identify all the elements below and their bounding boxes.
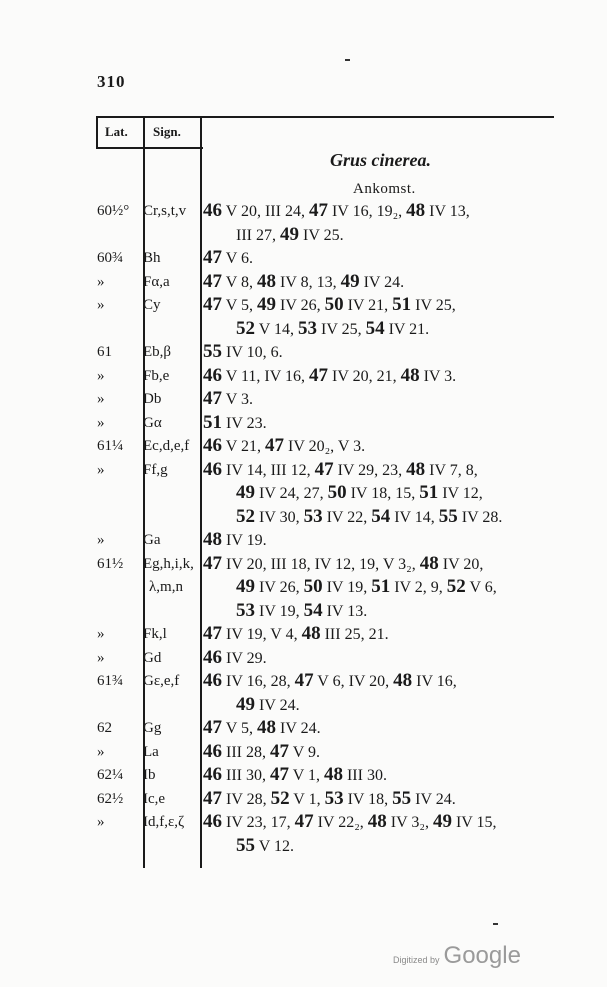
year-number: 47 xyxy=(203,247,222,268)
year-number: 46 xyxy=(203,811,222,832)
column-rule-sign xyxy=(200,116,202,868)
observation-line xyxy=(236,481,483,506)
observation-line xyxy=(203,716,321,741)
lat-cell: » xyxy=(97,532,105,548)
year-number: 47 xyxy=(203,717,222,738)
date-list: IV 8, 13, xyxy=(275,273,341,291)
lat-cell: » xyxy=(97,297,105,313)
date-list: IV 15, xyxy=(451,814,497,831)
date-list: III 27, xyxy=(236,226,280,244)
date-list: IV 23, 17, xyxy=(222,814,295,831)
observation-line xyxy=(203,364,456,389)
year-number: 46 xyxy=(203,458,222,480)
sign-cell: Fb,e xyxy=(143,367,170,384)
date-list: V 20, III 24, xyxy=(222,203,309,220)
year-number: 47 xyxy=(203,787,222,809)
sign-cell: Eb,β xyxy=(143,344,172,360)
lat-cell: » xyxy=(97,743,105,760)
year-number: 46 xyxy=(203,646,222,668)
date-list: IV 21. xyxy=(384,320,430,338)
lat-cell: » xyxy=(97,649,105,666)
year-number: 47 xyxy=(294,670,314,691)
sign-cell: Gd xyxy=(143,649,162,666)
sign-cell: Ec,d,e,f xyxy=(143,438,190,454)
column-header-sign: Sign. xyxy=(153,124,181,139)
year-number: 47 xyxy=(308,200,328,221)
year-number: 50 xyxy=(327,482,347,503)
date-list: III 25, 21. xyxy=(320,626,389,643)
digitized-watermark xyxy=(393,942,521,970)
year-number: 52 xyxy=(236,317,255,339)
year-number: 47 xyxy=(314,458,334,480)
observation-line xyxy=(236,505,502,530)
date-list: IV 20₂, V 3. xyxy=(283,438,366,455)
sign-cell: Bh xyxy=(143,250,161,266)
date-list: IV 30, xyxy=(255,508,304,526)
lat-cell: » xyxy=(97,461,105,478)
date-list: IV 16, 19₂, xyxy=(327,203,407,220)
year-number: 47 xyxy=(294,811,314,832)
date-list: IV 29, 23, xyxy=(333,461,407,479)
date-list: IV 19. xyxy=(222,532,267,549)
sign-cell: Eg,h,i,k, xyxy=(143,555,194,572)
observation-line xyxy=(203,434,365,459)
date-list: IV 2, 9, xyxy=(390,579,447,596)
date-list: IV 7, 8, xyxy=(425,461,478,479)
year-number: 49 xyxy=(340,270,360,292)
observation-line xyxy=(203,293,456,318)
sign-cell: Cr,s,t,v xyxy=(143,203,187,219)
sign-cell: Cy xyxy=(143,297,161,313)
date-list: III 30. xyxy=(342,767,387,784)
date-list: IV 25, xyxy=(411,297,456,314)
year-number: 49 xyxy=(236,693,255,715)
year-number: 52 xyxy=(270,787,290,809)
lat-cell: 61½ xyxy=(97,555,124,572)
date-list: V 8, xyxy=(222,273,257,291)
year-number: 47 xyxy=(264,435,284,456)
date-list: IV 24. xyxy=(275,720,321,737)
year-number: 53 xyxy=(236,599,255,621)
year-number: 54 xyxy=(303,599,323,621)
date-list: IV 13. xyxy=(322,602,368,620)
year-number: 46 xyxy=(203,435,222,456)
year-number: 52 xyxy=(236,505,255,527)
observation-line xyxy=(203,528,267,553)
lat-cell: » xyxy=(97,367,105,384)
date-list: IV 25. xyxy=(298,226,344,244)
date-list: V 5, xyxy=(222,297,257,314)
year-number: 50 xyxy=(303,576,323,597)
year-number: 48 xyxy=(400,364,420,386)
year-number: 46 xyxy=(203,364,222,386)
date-list: V 5, xyxy=(222,720,257,737)
lat-cell: » xyxy=(97,626,105,642)
year-number: 49 xyxy=(256,294,276,315)
observation-line xyxy=(203,669,457,694)
year-number: 48 xyxy=(406,458,426,480)
year-number: 46 xyxy=(203,764,222,785)
year-number: 48 xyxy=(203,529,222,550)
sign-cell: Id,f,ε,ζ xyxy=(143,814,185,830)
date-list: IV 29. xyxy=(222,649,267,667)
year-number: 51 xyxy=(371,576,391,597)
observation-line xyxy=(203,622,389,647)
year-number: 47 xyxy=(203,623,222,644)
date-list: IV 24, 27, xyxy=(255,485,328,502)
year-number: 49 xyxy=(279,223,299,245)
lat-cell: 60¾ xyxy=(97,250,124,266)
year-number: 52 xyxy=(446,576,466,597)
observation-line xyxy=(203,270,404,295)
date-list: IV 25, xyxy=(316,320,366,338)
year-number: 47 xyxy=(203,388,222,409)
date-list: IV 20, xyxy=(438,555,484,573)
year-number: 47 xyxy=(203,552,222,574)
observation-line xyxy=(203,246,253,271)
date-list: IV 13, xyxy=(425,203,470,220)
year-number: 47 xyxy=(203,270,222,292)
date-list: IV 23. xyxy=(222,414,267,432)
lat-cell: » xyxy=(97,814,105,830)
sign-cell: La xyxy=(143,743,159,760)
print-speck xyxy=(493,923,498,925)
date-list: III 30, xyxy=(222,767,270,784)
date-list: V 6. xyxy=(222,250,253,267)
date-list: IV 19, V 4, xyxy=(222,626,302,643)
date-list: IV 26, xyxy=(255,579,304,596)
year-number: 48 xyxy=(256,270,276,292)
year-number: 53 xyxy=(324,787,344,809)
year-number: 46 xyxy=(203,200,222,221)
date-list: V 3. xyxy=(222,391,253,408)
year-number: 49 xyxy=(236,576,255,597)
date-list: IV 24. xyxy=(411,790,456,808)
date-list: IV 28. xyxy=(457,508,503,526)
observation-line xyxy=(236,317,429,342)
date-list: IV 16, xyxy=(412,673,457,690)
date-list: IV 24. xyxy=(255,696,300,714)
date-list: IV 26, xyxy=(275,297,325,314)
observation-line xyxy=(203,740,320,765)
sign-cell: Ic,e xyxy=(143,790,166,807)
lat-cell: » xyxy=(97,414,105,431)
date-list: IV 14, III 12, xyxy=(222,461,315,479)
year-number: 47 xyxy=(269,740,289,762)
observation-line xyxy=(236,834,294,859)
observation-line xyxy=(203,199,470,224)
sign-cell: Ff,g xyxy=(143,461,168,478)
year-number: 49 xyxy=(236,482,255,503)
observation-line xyxy=(203,646,267,671)
header-bottom-rule xyxy=(96,147,203,149)
year-number: 55 xyxy=(236,834,255,856)
observation-line xyxy=(236,693,300,718)
year-number: 55 xyxy=(438,505,458,527)
year-number: 47 xyxy=(269,764,289,785)
date-list: V 6, IV 20, xyxy=(313,673,394,690)
year-number: 48 xyxy=(419,552,439,574)
year-number: 54 xyxy=(365,317,385,339)
observation-line xyxy=(203,763,387,788)
date-list: IV 18, 15, xyxy=(346,485,420,502)
sign-cell: Ga xyxy=(143,532,161,548)
lat-cell: 62¼ xyxy=(97,767,124,783)
year-number: 51 xyxy=(203,411,222,433)
sign-cell: Gg xyxy=(143,720,162,736)
page-number: 310 xyxy=(97,72,126,91)
year-number: 51 xyxy=(419,482,439,503)
observation-line xyxy=(236,575,497,600)
species-title: Grus cinerea. xyxy=(330,150,432,170)
year-number: 48 xyxy=(406,200,426,221)
watermark-text: Digitized by xyxy=(393,955,440,965)
watermark-logo: Google xyxy=(443,942,521,969)
lat-cell: » xyxy=(97,273,105,290)
date-list: IV 20, 21, xyxy=(327,367,401,385)
date-list: V 9. xyxy=(288,743,320,761)
observation-line xyxy=(203,387,253,412)
year-number: 47 xyxy=(203,294,222,315)
date-list: IV 21, xyxy=(343,297,393,314)
observation-line xyxy=(203,340,283,365)
date-list: IV 22₂, xyxy=(313,814,368,831)
year-number: 51 xyxy=(392,294,412,315)
date-list: IV 3. xyxy=(419,367,457,385)
table-top-rule xyxy=(96,116,554,118)
print-speck xyxy=(345,59,350,61)
date-list: IV 10, 6. xyxy=(222,344,283,361)
year-number: 54 xyxy=(371,505,391,527)
lat-cell: 60½° xyxy=(97,203,130,219)
lat-cell: 61¼ xyxy=(97,438,124,454)
date-list: V 6, xyxy=(465,579,497,596)
observation-line xyxy=(236,599,367,624)
section-subtitle: Ankomst. xyxy=(353,181,416,197)
date-list: V 14, xyxy=(255,320,298,338)
observation-line xyxy=(203,552,483,577)
column-header-lat: Lat. xyxy=(105,124,128,139)
year-number: 46 xyxy=(203,740,222,762)
table-left-rule xyxy=(96,116,98,148)
date-list: IV 12, xyxy=(438,485,483,502)
date-list: V 11, IV 16, xyxy=(222,367,309,385)
lat-cell: » xyxy=(97,391,105,407)
date-list: V 1, xyxy=(288,767,324,784)
year-number: 48 xyxy=(393,670,413,691)
year-number: 55 xyxy=(203,341,222,362)
sign-cell: Gε,e,f xyxy=(143,673,180,689)
date-list: IV 20, III 18, IV 12, 19, V 3₂, xyxy=(222,555,420,573)
date-list: IV 18, xyxy=(343,790,393,808)
lat-cell: 62 xyxy=(97,720,112,736)
date-list: IV 28, xyxy=(222,790,271,808)
sign-cell: Db xyxy=(143,391,162,407)
sign-cell: Fk,l xyxy=(143,626,167,642)
year-number: 47 xyxy=(308,364,328,386)
lat-cell: 61¾ xyxy=(97,673,124,689)
sign-cell: Fα,a xyxy=(143,273,170,290)
year-number: 55 xyxy=(392,787,412,809)
date-list: IV 14, xyxy=(390,508,439,526)
sign-cell: Ib xyxy=(143,767,156,783)
observation-line xyxy=(203,458,478,483)
year-number: 48 xyxy=(256,717,276,738)
sign-cell-continued: λ,m,n xyxy=(149,579,183,595)
lat-cell: 62½ xyxy=(97,790,124,807)
date-list: III 28, xyxy=(222,743,270,761)
lat-cell: 61 xyxy=(97,344,112,360)
year-number: 50 xyxy=(324,294,344,315)
year-number: 53 xyxy=(303,505,323,527)
date-list: IV 19, xyxy=(255,602,304,620)
date-list: V 1, xyxy=(289,790,325,808)
date-list: V 21, xyxy=(222,438,265,455)
date-list: IV 3₂, xyxy=(386,814,433,831)
year-number: 49 xyxy=(432,811,452,832)
observation-line xyxy=(236,223,344,248)
year-number: 46 xyxy=(203,670,222,691)
observation-line xyxy=(203,411,267,436)
observation-line xyxy=(203,787,456,812)
year-number: 53 xyxy=(297,317,317,339)
date-list: V 12. xyxy=(255,837,294,855)
sign-cell: Gα xyxy=(143,414,162,431)
year-number: 48 xyxy=(301,623,321,644)
observation-line xyxy=(203,810,497,835)
year-number: 48 xyxy=(367,811,387,832)
date-list: IV 19, xyxy=(322,579,372,596)
date-list: IV 22, xyxy=(322,508,372,526)
date-list: IV 24. xyxy=(359,273,405,291)
date-list: IV 16, 28, xyxy=(222,673,295,690)
year-number: 48 xyxy=(323,764,343,785)
